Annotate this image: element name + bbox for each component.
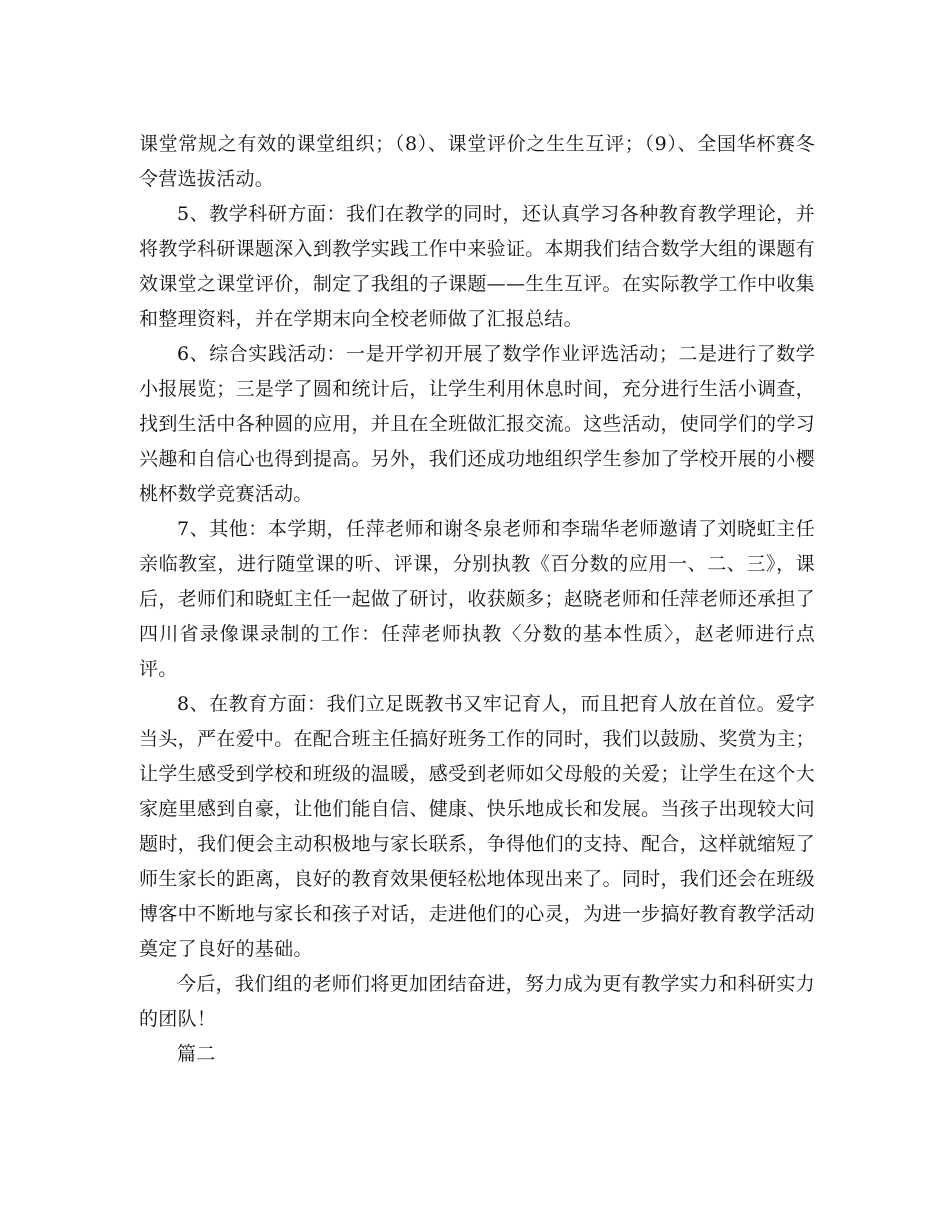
- paragraph-other: 7、其他：本学期，任萍老师和谢冬泉老师和李瑞华老师邀请了刘晓虹主任亲临教室，进行随堂课的听、评课，分别执教《百分数的应用一、二、三》，课后，老师们和晓虹主任一起做了研讨，收获颇多；赵晓老师和任萍老师还承担了四川省录像课录制的工作：任萍老师执教〈分数的基本性质〉，赵老师进行点评。: [139, 518, 815, 680]
- paragraph-research: 5、教学科研方面：我们在教学的同时，还认真学习各种教育教学理论，并将教学科研课题深入到教学实践工作中来验证。本期我们结合数学大组的课题有效课堂之课堂评价，制定了我组的子课题——生生互评。在实际教学工作中收集和整理资料，并在学期末向全校老师做了汇报总结。: [139, 203, 815, 330]
- paragraph-conclusion: 今后，我们组的老师们将更加团结奋进，努力成为更有教学实力和科研实力的团队！: [139, 973, 815, 1030]
- document-page: [139, 127, 815, 1072]
- paragraph-education: 8、在教育方面：我们立足既教书又牢记育人，而且把育人放在首位。爱字当头，严在爱中。在配合班主任搞好班务工作的同时，我们以鼓励、奖赏为主；让学生感受到学校和班级的温暖，感受到老师如父母般的关爱；让学生在这个大家庭里感到自豪，让他们能自信、健康、快乐地成长和发展。当孩子出现较大问题时，我们便会主动积极地与家长联系，争得他们的支持、配合，这样就缩短了师生家长的距离，良好的教育效果便轻松地体现出来了。同时，我们还会在班级博客中不断地与家长和孩子对话，走进他们的心灵，为进一步搞好教育教学活动奠定了良好的基础。: [139, 693, 815, 960]
- paragraph-practice: 6、综合实践活动：一是开学初开展了数学作业评选活动；二是进行了数学小报展览；三是学了圆和统计后，让学生利用休息时间，充分进行生活小调查，找到生活中各种圆的应用，并且在全班做汇报交流。这些活动，使同学们的学习兴趣和自信心也得到提高。另外，我们还成功地组织学生参加了学校开展的小樱桃杯数学竞赛活动。: [139, 343, 815, 505]
- paragraph-continuation: 课堂常规之有效的课堂组织；（8）、课堂评价之生生互评；（9）、全国华杯赛冬令营选拔活动。: [139, 133, 815, 190]
- section-heading: 篇二: [177, 1043, 216, 1065]
